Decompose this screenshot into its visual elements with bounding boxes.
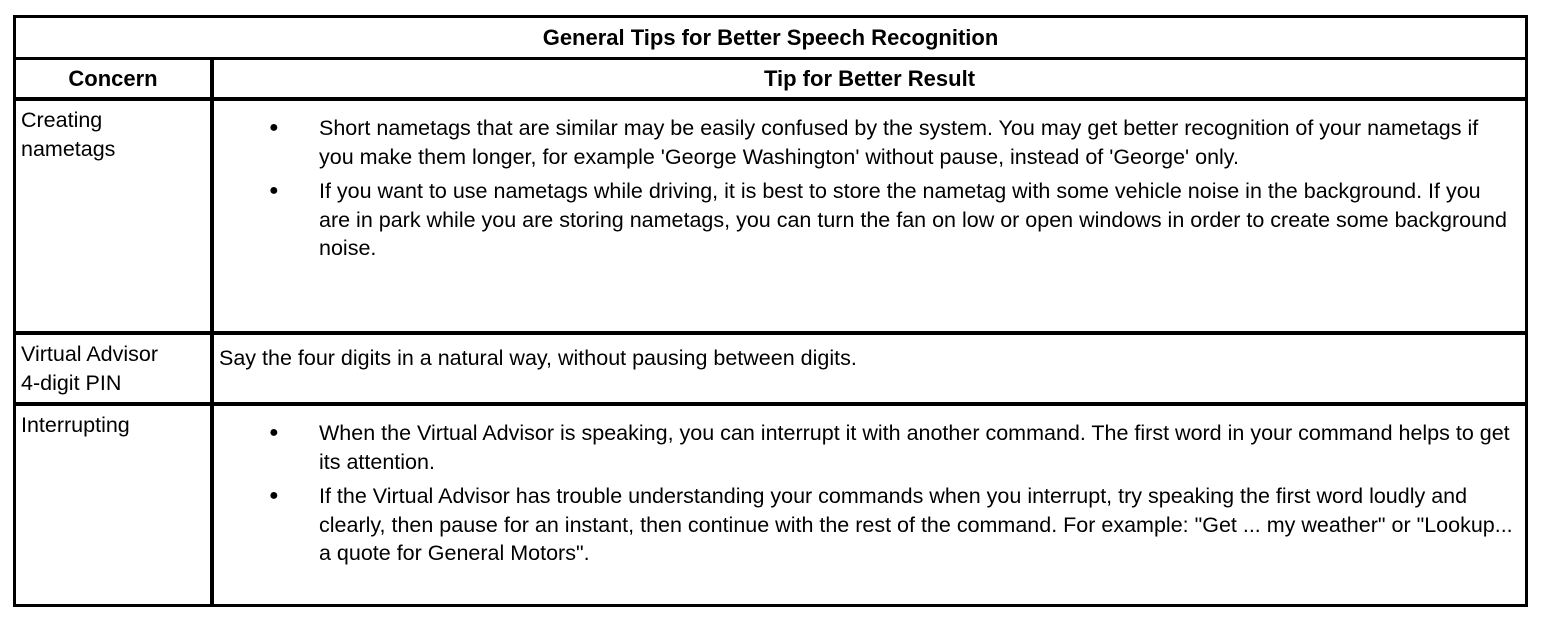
tip-item [214, 482, 1515, 568]
bullet-icon: ● [269, 182, 279, 199]
bullet-icon: ● [269, 119, 279, 136]
concern-cell: Virtual Advisor 4-digit PIN [21, 342, 159, 395]
tip-list [214, 101, 1525, 263]
tip-text: When the Virtual Advisor is speaking, you can interrupt it with another command. The first word in your command helps to get its attention. [319, 421, 1510, 474]
speech-tips-table [13, 15, 1528, 607]
bullet-icon: ● [269, 487, 279, 504]
concern-cell: Interrupting [21, 413, 130, 437]
tip-cell: Say the four digits in a natural way, without pausing between digits. [219, 346, 857, 370]
table-row [16, 406, 1525, 607]
bullet-icon: ● [269, 424, 279, 441]
table-header-row [16, 60, 1525, 101]
tip-cell [214, 101, 1525, 269]
tip-list [214, 406, 1525, 568]
tip-text: If the Virtual Advisor has trouble understanding your commands when you interrupt, try speaking the first word loudly and clearly, then pause for an instant, then continue with the rest of the command. For example: "Get ... my weather" or "Lookup... a quote for General Motors". [319, 484, 1513, 565]
tip-text: Short nametags that are similar may be easily confused by the system. You may get better recognition of your nametags if you make them longer, for example 'George Washington' without pause, instead of 'George' only. [319, 116, 1479, 169]
tip-item [214, 114, 1515, 171]
tip-cell [214, 406, 1525, 574]
table-row [16, 101, 1525, 335]
tip-item [214, 177, 1515, 263]
table-row [16, 335, 1525, 406]
header-tip: Tip for Better Result [763, 66, 976, 91]
tip-item [214, 419, 1515, 476]
concern-cell: Creating nametags [21, 108, 116, 161]
tip-text: If you want to use nametags while driving, it is best to store the nametag with some vehicle noise in the background. If you are in park while you are storing nametags, you can turn the fan on low or open windows in order to create some background noise. [319, 179, 1507, 260]
table-title: General Tips for Better Speech Recognition [16, 18, 1525, 60]
header-concern: Concern [68, 66, 158, 91]
